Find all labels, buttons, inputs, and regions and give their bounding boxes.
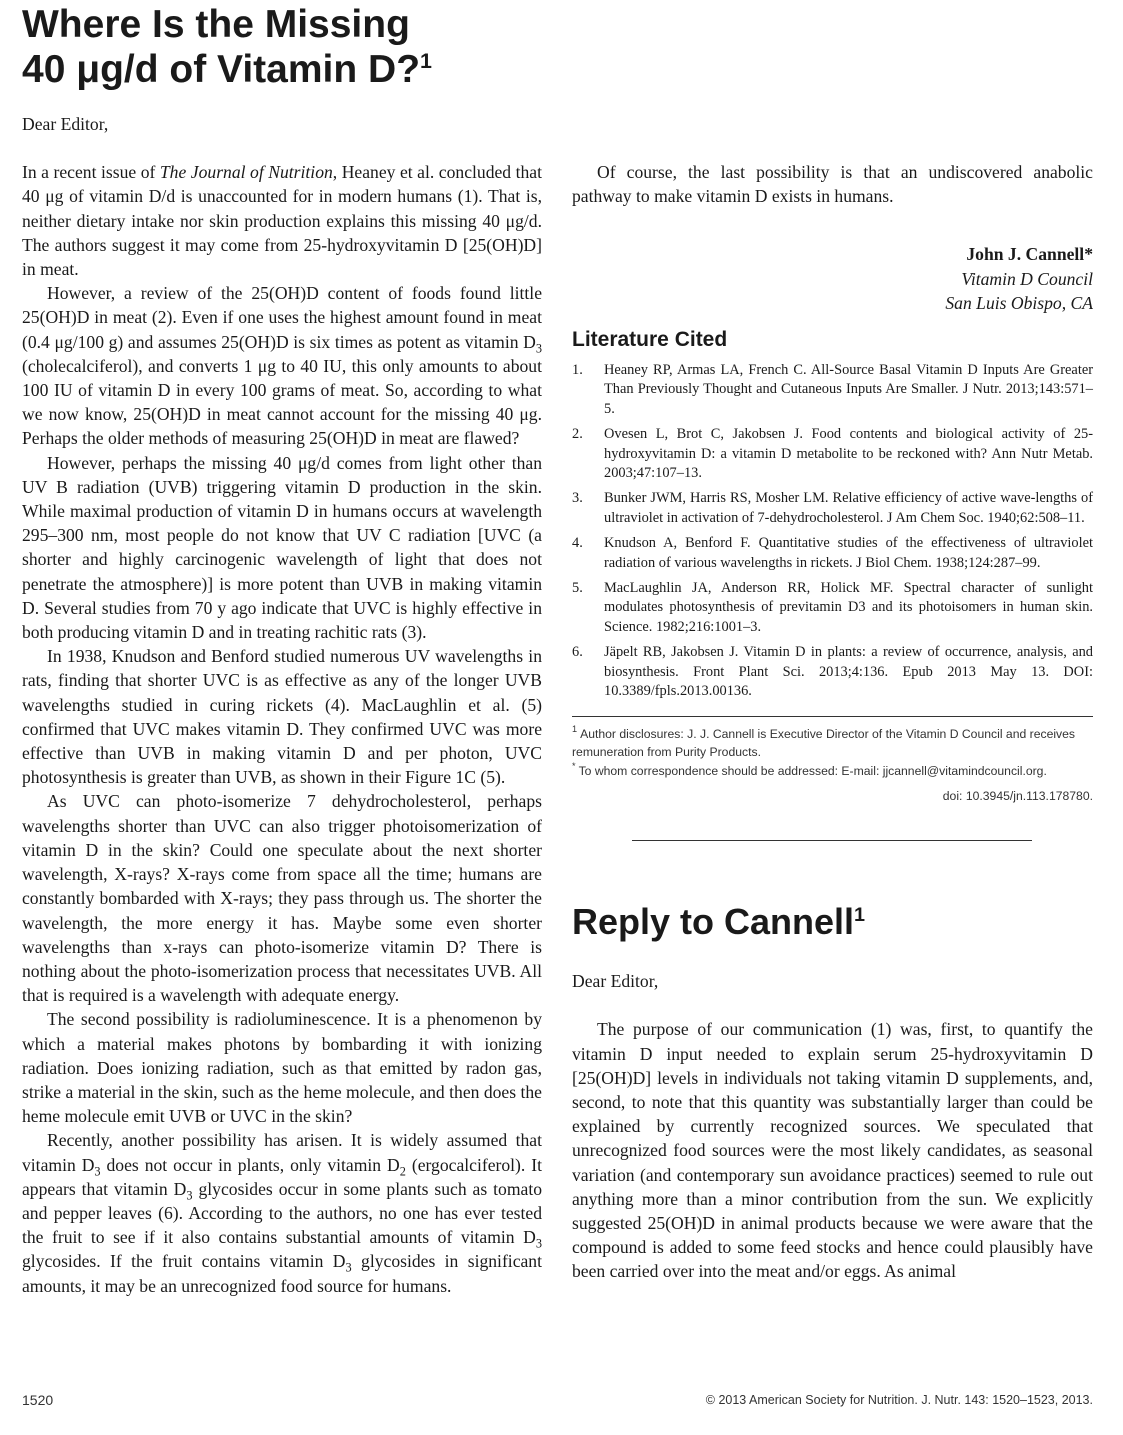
paragraph-4: In 1938, Knudson and Benford studied numerous UV wavelengths in rats, finding that shorter UVC is as effective as any of the longer UVB wavelengths studied in curing rickets (4). MacLaughlin et al. (5) confirmed that UVC makes vitamin D. They confirmed UVC was more effective than UVB in making vitamin D and per photon, UVC photosynthesis is greater than UVB, as shown in their Figure 1C (5). <box>22 646 542 788</box>
paragraph-7-text-a: Recently, another possibility has arisen. It is widely assumed that vitamin D <box>22 1130 542 1175</box>
footnote-disclosure <box>572 725 1093 762</box>
reply-title-text: Reply to Cannell <box>572 901 855 943</box>
journal-name: The Journal of Nutrition <box>159 162 333 183</box>
reference-text: Ovesen L, Brot C, Jakobsen J. Food contents and biological activity of 25-hydroxyvitamin D: a vitamin D metabolite to be reckoned with? Ann Nutr Metab. 2003;47:107–13. <box>604 426 1093 482</box>
reply-title <box>572 901 1093 943</box>
reference-number: 5. <box>572 580 583 597</box>
paragraph-2 <box>22 281 542 450</box>
reference-list <box>572 361 1093 702</box>
paragraph-2-text-b: (cholecalciferol), and converts 1 μg to 40 IU, this only amounts to about 100 IU of vitamin D in every 100 grams of meat. So, according to what we now know, 25(OH)D in meat cannot account for the missing 40 μg. Perhaps the older methods of measuring 25(OH)D in meat are flawed? <box>22 355 542 449</box>
reference-number: 6. <box>572 644 583 661</box>
paragraph-7-text-c: (ergocalciferol). It appears that vitamin D <box>22 1154 542 1199</box>
footnote-disclosure-text: Author disclosures: J. J. Cannell is Executive Director of the Vitamin D Council and receives remuneration from Purity Products. <box>572 726 1076 760</box>
reply-title-footnote-marker: 1 <box>854 904 866 927</box>
doi: doi: 10.3945/jn.113.178780. <box>942 789 1093 804</box>
reply-salutation: Dear Editor, <box>572 971 659 992</box>
paragraph-7-text-d: glycosides occur in some plants such as tomato and pepper leaves (6). According to the authors, no one has ever tested the fruit to see if it also contains substantial amounts of vitamin D <box>22 1178 543 1248</box>
paragraph-7-text-e: glycosides. If the fruit contains vitamin D <box>22 1251 346 1272</box>
article-title <box>22 2 562 92</box>
paragraph-3: However, perhaps the missing 40 μg/d comes from light other than UV B radiation (UVB) triggering vitamin D production in the skin. While maximal production of vitamin D in humans occurs at wavelength 295–300 nm, most people do not know that UV C radiation [UVC (a shorter and highly carcinogenic wavelength of light that does not penetrate the atmosphere)] is more potent than UVB in making vitamin D. Several studies from 70 y ago indicate that UVC is highly effective in both producing vitamin D and in treating rachitic rats (3). <box>22 452 542 643</box>
paragraph-6: The second possibility is radioluminescence. It is a phenomenon by which a material makes photons by bombarding it with ionizing radiation. Does ionizing radiation, such as that emitted by radon gas, strike a material in the skin, such as the heme molecule, and then does the heme molecule emit UVB or UVC in the skin? <box>22 1009 542 1127</box>
reference-text: Jäpelt RB, Jakobsen J. Vitamin D in plants: a review of occurrence, analysis, and biosynthesis. Front Plant Sci. 2013;4:136. Epub 2013 May 13. DOI: 10.3389/fpls.2013.00136. <box>604 644 1093 700</box>
paragraph-1 <box>22 160 542 281</box>
footnote-correspondence <box>572 762 1093 781</box>
paragraph-1-text-a: In a recent issue of <box>22 162 160 183</box>
reference-item <box>572 489 1093 528</box>
paragraph-5: As UVC can photo-isomerize 7 dehydrocholesterol, perhaps wavelengths shorter than UVC can also trigger photoisomerization of vitamin D in the skin? Could one speculate about the next shorter wavelength, X-rays? X-rays come from space all the time; humans are constantly bombarded with X-rays; they pass through us. The shorter the wavelength, the more energy it has. Maybe some even shorter wavelengths than x-rays can photo-isomerize vitamin D? There is nothing about the photo-isomerization process that necessitates UVB. All that is required is a wavelength with adequate energy. <box>22 791 542 1006</box>
paragraph-7-text-b: does not occur in plants, only vitamin D <box>100 1154 400 1175</box>
footnote-marker: 1 <box>572 724 578 735</box>
reference-item <box>572 361 1093 419</box>
author-location: San Luis Obispo, CA <box>945 292 1093 313</box>
literature-cited-heading: Literature Cited <box>572 328 728 352</box>
author-signature <box>572 242 1093 315</box>
left-column <box>22 112 542 1298</box>
reference-item <box>572 425 1093 483</box>
reference-item <box>572 579 1093 637</box>
paragraph-2-text-a: However, a review of the 25(OH)D content of foods found little 25(OH)D in meat (2). Even if one uses the highest amount found in meat (0.4 μg/100 g) and assumes 25(OH)D is six times as potent as vitamin D <box>22 283 542 352</box>
letter-salutation: Dear Editor, <box>22 114 109 134</box>
reference-number: 3. <box>572 490 583 507</box>
subscript: 3 <box>94 1164 101 1179</box>
reference-text: Heaney RP, Armas LA, French C. All-Source Basal Vitamin D Inputs Are Greater Than Previously Thought and Cutaneous Inputs Are Smaller. J Nutr. 2013;143:571–5. <box>604 362 1093 417</box>
section-separator <box>632 840 1032 841</box>
footnote-correspondence-text: To whom correspondence should be addressed: E-mail: jjcannell@vitamindcouncil.org. <box>578 763 1047 778</box>
reference-text: Knudson A, Benford F. Quantitative studies of the effectiveness of ultraviolet radiation of various wavelengths in rickets. J Biol Chem. 1938;124:287–99. <box>604 535 1093 571</box>
article-title-line-1: Where Is the Missing <box>22 3 410 46</box>
paragraph-7-text-f: glycosides in significant amounts, it may be an unrecognized food source for humans. <box>22 1251 542 1296</box>
paragraph-1-text-b: , Heaney et al. concluded that 40 μg of vitamin D/d is unaccounted for in modern humans (1). That is, neither dietary intake nor skin production explains this missing 40 μg/d. The authors suggest it may come from 25-hydroxyvitamin D [25(OH)D] in meat. <box>22 162 543 280</box>
subscript: 3 <box>535 1236 542 1251</box>
reference-item <box>572 534 1093 573</box>
title-footnote-marker: 1 <box>420 49 432 73</box>
article-title-line-2 <box>22 47 562 92</box>
subscript: 2 <box>399 1164 406 1179</box>
subscript: 3 <box>535 341 542 356</box>
reply-paragraph-1: The purpose of our communication (1) was, first, to quantify the vitamin D input needed to explain serum 25-hydroxyvitamin D [25(OH)D] levels in individuals not taking vitamin D supplements, and, second, to note that this quantity was substantially larger than could be explained by currently recognized sources. We speculated that unrecognized food sources were the most likely candidates, as seasonal variation (and contemporary sun avoidance practices) seemed to rule out anything more than a minor contribution from the sun. We explicitly suggested 25(OH)D in animal products because we were aware that the compound is added to some feed stocks and hence could plausibly have been carried over into the meat and/or eggs. As animal <box>572 1019 1093 1282</box>
author-name: John J. Cannell* <box>966 244 1093 265</box>
footnote-marker: * <box>572 761 576 772</box>
reference-text: Bunker JWM, Harris RS, Mosher LM. Relative efficiency of active wave-lengths of ultraviolet in activation of 7-dehydrocholesterol. J Am Chem Soc. 1940;62:508–11. <box>604 490 1093 526</box>
reference-number: 4. <box>572 535 583 552</box>
paragraph-8: Of course, the last possibility is that an undiscovered anabolic pathway to make vitamin D exists in humans. <box>572 162 1093 207</box>
footer-copyright: © 2013 American Society for Nutrition. J. Nutr. 143: 1520–1523, 2013. <box>705 1393 1093 1407</box>
reference-text: MacLaughlin JA, Anderson RR, Holick MF. Spectral character of sunlight modulates photosynthesis of previtamin D3 and its photoisomers in human skin. Science. 1982;216:1001–3. <box>604 580 1093 635</box>
footnote-rule <box>572 716 1093 717</box>
page-number: 1520 <box>22 1392 54 1408</box>
reference-number: 1. <box>572 362 583 379</box>
reference-item <box>572 643 1093 701</box>
subscript: 3 <box>186 1188 193 1203</box>
right-column <box>572 112 1093 1284</box>
article-title-line-2-text: 40 μg/d of Vitamin D? <box>22 48 421 91</box>
paragraph-7 <box>22 1128 542 1297</box>
subscript: 3 <box>345 1260 352 1275</box>
reference-number: 2. <box>572 426 583 443</box>
author-affiliation: Vitamin D Council <box>961 268 1093 289</box>
